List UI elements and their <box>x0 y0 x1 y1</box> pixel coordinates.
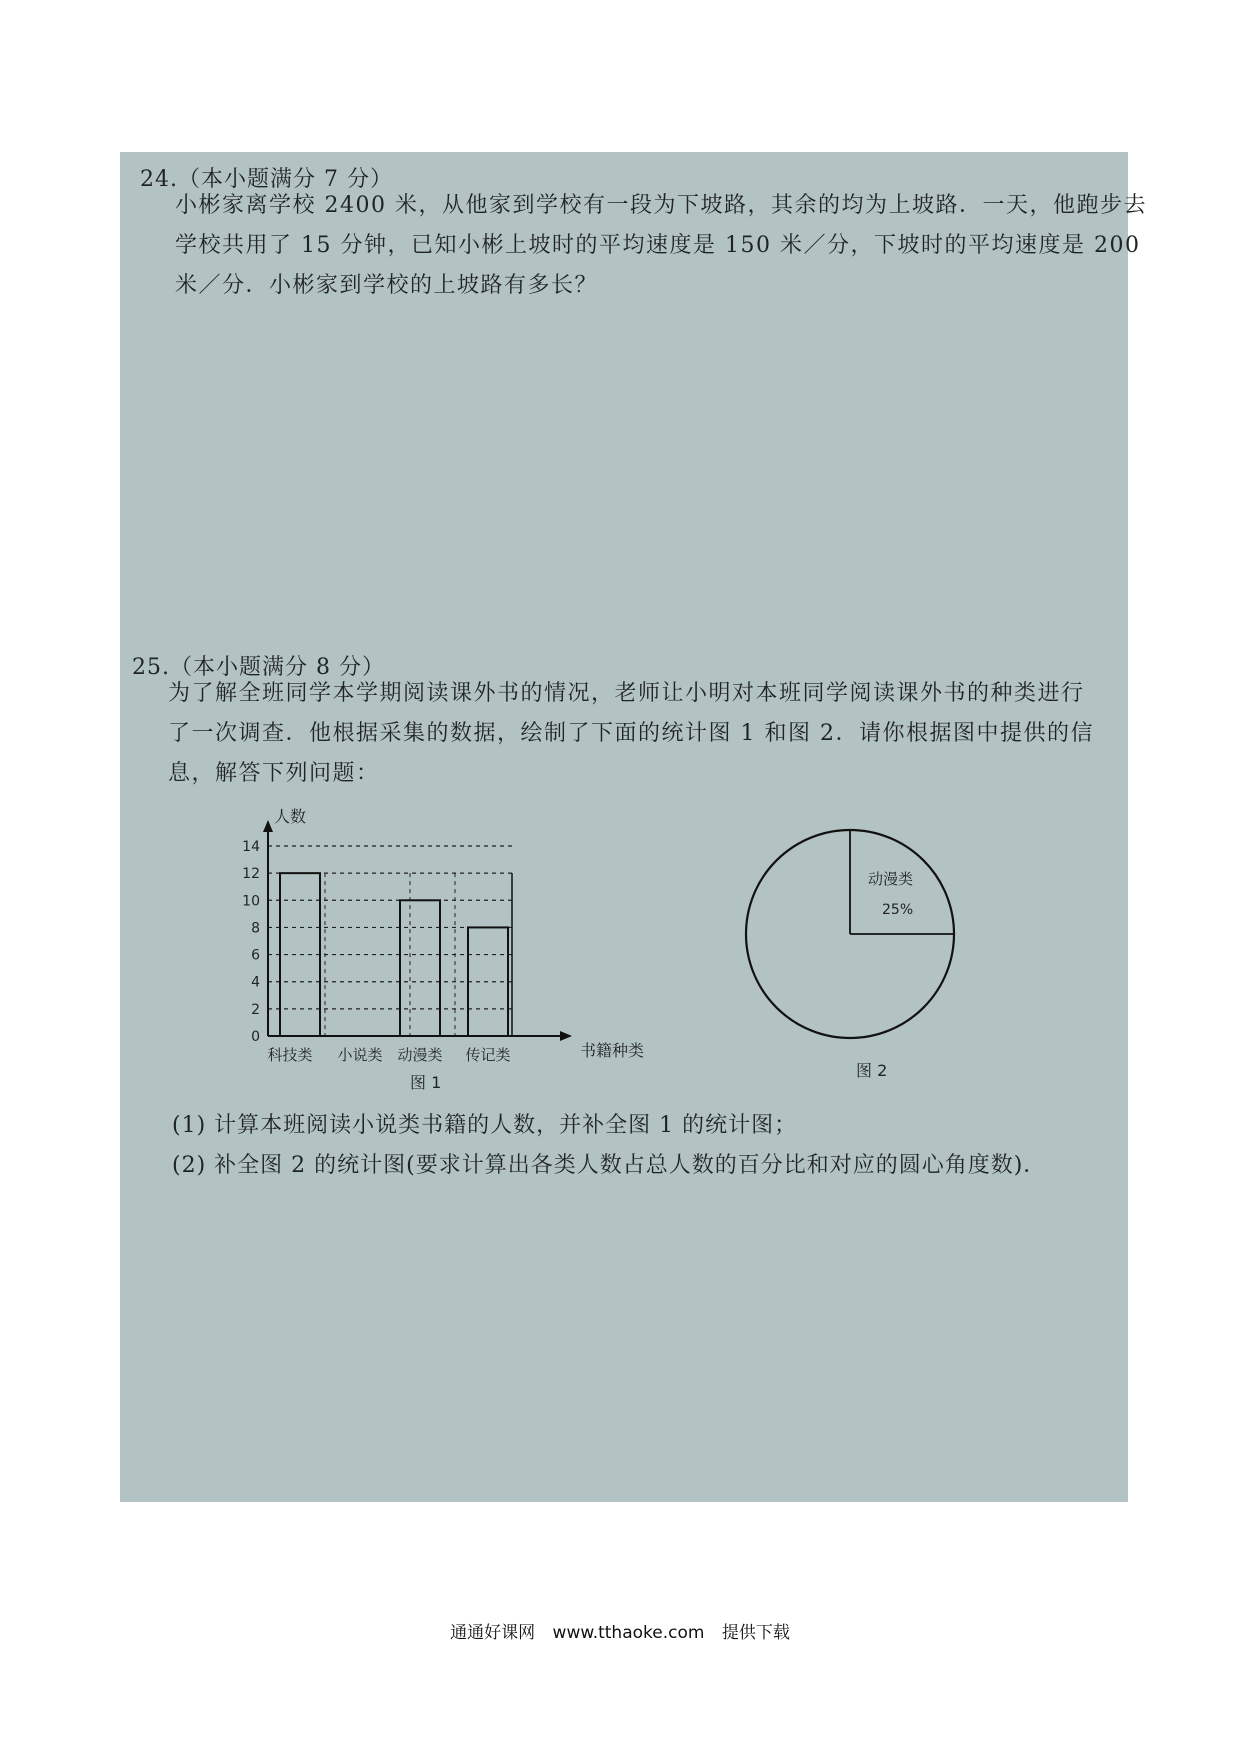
y-tick-labels <box>242 839 260 1045</box>
q24-text <box>175 186 1147 306</box>
x-tick-label: 动漫类 <box>397 1046 443 1064</box>
chart-gridlines <box>268 846 512 1036</box>
pie-slices <box>746 830 954 1038</box>
q25-heading: 25.（本小题满分 8 分） <box>132 655 385 680</box>
q24-line-3: 米／分．小彬家到学校的上坡路有多长？ <box>175 273 599 298</box>
bar-chart-figure-1 <box>230 808 660 1098</box>
q25-line-1: 为了解全班同学本学期阅读课外书的情况，老师让小明对本班同学阅读课外书的种类进行 <box>168 681 1085 706</box>
y-tick-label: 10 <box>242 893 260 910</box>
footer <box>0 1618 1240 1643</box>
y-tick-label: 14 <box>242 839 260 855</box>
q25-subquestion-1: (1) 计算本班阅读小说类书籍的人数，并补全图 1 的统计图； <box>172 1113 798 1138</box>
x-tick-label: 小说类 <box>337 1046 383 1064</box>
y-tick-label: 2 <box>251 1001 260 1018</box>
figure-2-caption: 图 2 <box>856 1061 888 1080</box>
figure-1-caption: 图 1 <box>410 1073 442 1092</box>
x-tick-label: 传记类 <box>465 1046 511 1064</box>
q24-line-2: 学校共用了 15 分钟，已知小彬上坡时的平均速度是 150 米／分，下坡时的平均速度是 200 <box>175 233 1141 258</box>
y-tick-label: 6 <box>251 947 260 964</box>
footer-site-name: 通通好课网 <box>450 1623 536 1643</box>
q25-text <box>168 674 1094 794</box>
x-axis-label: 书籍种类 <box>580 1041 645 1060</box>
pie-slice-percent: 25% <box>882 902 914 918</box>
q24-heading: 24.（本小题满分 7 分） <box>140 167 393 192</box>
chart-axes <box>263 820 572 1041</box>
bar-动漫类 <box>400 900 440 1036</box>
y-tick-label: 0 <box>251 1029 260 1045</box>
chart-bars <box>280 873 508 1036</box>
y-axis-label: 人数 <box>274 808 307 826</box>
x-tick-label: 科技类 <box>267 1046 313 1064</box>
y-tick-label: 4 <box>251 974 260 991</box>
footer-note: 提供下载 <box>721 1623 790 1643</box>
y-tick-label: 12 <box>242 866 260 883</box>
y-tick-label: 8 <box>251 920 260 937</box>
q25-line-3: 息，解答下列问题： <box>168 761 380 786</box>
q25-subquestion-2: (2) 补全图 2 的统计图(要求计算出各类人数占总人数的百分比和对应的圆心角度数)． <box>172 1153 1047 1178</box>
y-axis-arrow <box>263 820 273 832</box>
x-tick-labels <box>267 1046 510 1064</box>
q24-line-1: 小彬家离学校 2400 米，从他家到学校有一段为下坡路，其余的均为上坡路．一天，他跑步去 <box>175 193 1147 218</box>
pie-slice-label: 动漫类 <box>868 870 914 888</box>
x-axis-arrow <box>560 1031 572 1041</box>
q25-line-2: 了一次调查．他根据采集的数据，绘制了下面的统计图 1 和图 2．请你根据图中提供的信 <box>168 721 1094 746</box>
footer-url: www.tthaoke.com <box>552 1623 705 1643</box>
pie-chart-figure-2 <box>740 818 1000 1088</box>
